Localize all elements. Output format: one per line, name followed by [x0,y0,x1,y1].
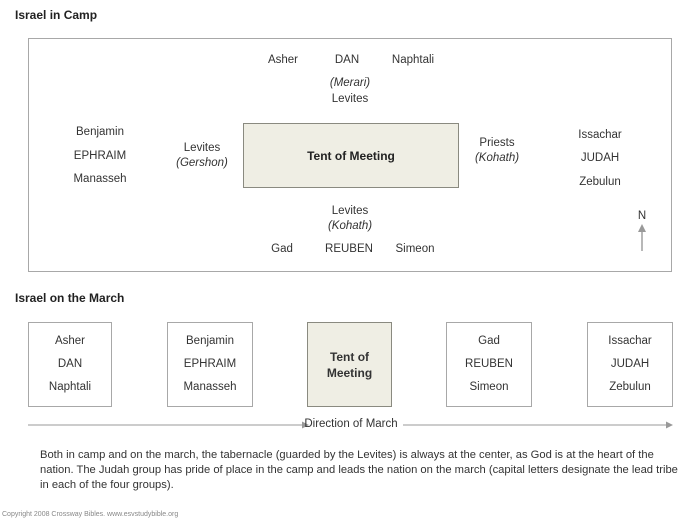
south-tribe-reuben: REUBEN [325,243,373,255]
march-box-tent [307,322,392,407]
camp-tent-of-meeting [243,123,459,188]
march-tribe: REUBEN [465,358,513,370]
march-box-reuben-group [446,322,532,407]
march-tribe: JUDAH [610,358,650,370]
north-levites-clan: (Merari) [329,77,371,89]
south-tribe-gad: Gad [271,243,293,255]
south-levites-label: Levites [331,205,369,217]
south-tribe-simeon: Simeon [395,243,435,255]
march-box-ephraim-group [167,322,253,407]
south-levites-clan: (Kohath) [327,220,373,232]
march-tribe: Asher [54,335,86,347]
march-tribe: EPHRAIM [183,358,237,370]
copyright-notice: Copyright 2008 Crossway Bibles. www.esvstudybible.org [2,511,179,518]
north-levites-label: Levites [331,93,369,105]
north-tribe-dan: DAN [334,54,360,66]
north-arrow-icon [636,223,648,253]
march-tribe: Zebulun [609,381,651,393]
west-levites-label: Levites [183,142,221,154]
west-tribe-benjamin: Benjamin [76,126,124,138]
march-box-judah-group [587,322,673,407]
march-tribe: Gad [478,335,500,347]
march-tent-line: Meeting [326,366,373,380]
west-tribe-ephraim: EPHRAIM [73,150,127,162]
camp-title: Israel in Camp [15,8,98,22]
march-tribe: Manasseh [183,381,237,393]
east-tribe-issachar: Issachar [578,129,622,141]
east-priests-label: Priests [479,137,515,149]
march-tribe: Issachar [608,335,652,347]
east-tribe-zebulun: Zebulun [579,176,621,188]
march-title: Israel on the March [15,291,125,305]
compass-north-label: N [637,210,647,222]
north-tribe-naphtali: Naphtali [391,54,435,66]
west-levites-clan: (Gershon) [176,157,228,169]
caption-text: Both in camp and on the march, the tabernacle (guarded by the Levites) is always at the center, as God is at the heart of the nation. The Judah group has pride of place in the camp and leads the nation on the march (capital letters designate the lead tribe in each of the four groups). [40,449,678,491]
march-tent-line: Tent of [329,350,370,364]
march-tribe: DAN [57,358,83,370]
march-tribe: Simeon [469,381,509,393]
march-tribe: Naphtali [48,381,92,393]
direction-of-march-label: Direction of March [304,418,398,430]
east-priests-clan: (Kohath) [474,152,520,164]
camp-tent-label: Tent of Meeting [307,148,395,163]
north-tribe-asher: Asher [267,54,299,66]
march-box-dan-group [28,322,112,407]
east-tribe-judah: JUDAH [580,152,620,164]
march-tribe: Benjamin [186,335,234,347]
west-tribe-manasseh: Manasseh [73,173,127,185]
